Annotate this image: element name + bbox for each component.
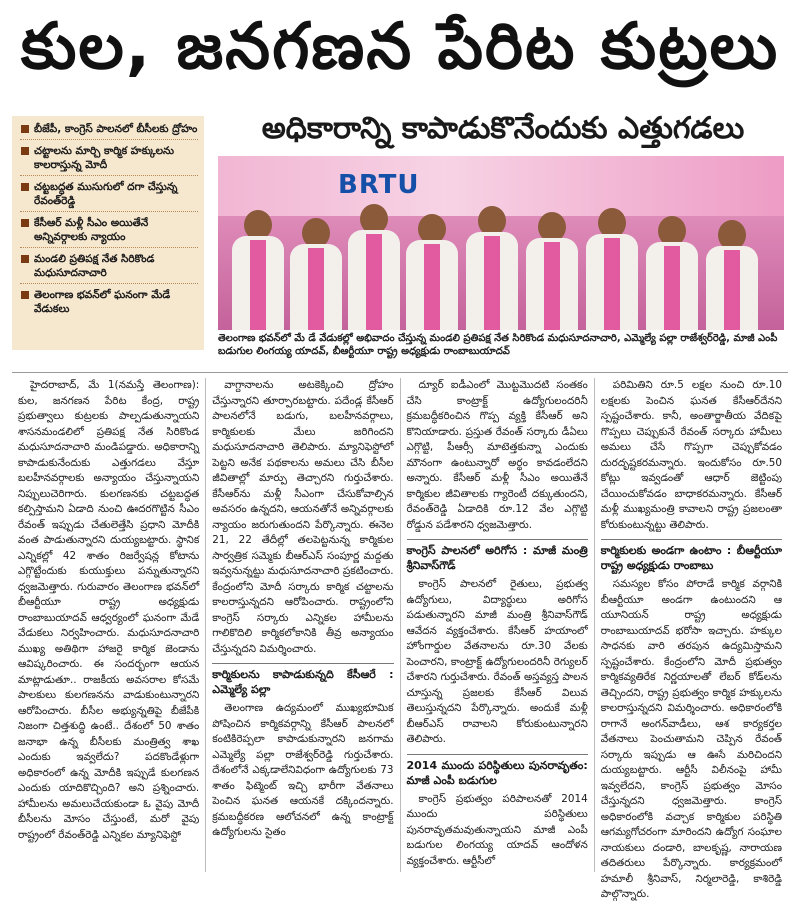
- article-column-4: [595, 378, 788, 900]
- article-body: [12, 378, 788, 900]
- sub-heading: కాంగ్రెస్ పాలనలో అరిగోస : మాజీ మంత్రి శ్రీనివాస్‌గౌడ్: [407, 539, 588, 573]
- person-figure: [526, 212, 578, 330]
- paragraph: వాగ్దానాలను అటకెక్కించి ద్రోహం చేస్తున్నారని తూర్పారబట్టారు. పదేండ్ల కేసీఆర్ పాలనలోనే బడుగు, బలహీనవర్గాలు, కార్మికులకు మేలు జరిగిందని మధుసూదనాచారి తెలిపారు. మ్యానిఫెస్టోలో పెట్టని అనేక పథకాలను అమలు చేసి బీసీల జీవితాల్లో మార్పు తెచ్చారని గుర్తుచేశారు. కేసీఆర్‌ను మళ్లీ సీఎంగా చేసుకోవాల్సిన అవసరం ఉన్నదని, ఆయనతోనే అన్నివర్గాలకు న్యాయం జరుగుతుందని పేర్కొన్నారు. ఈనెల 21, 22 తేదీల్లో తలపెట్టనున్న కార్మికుల సార్వత్రిక సమ్మెకు బీఆర్ఎస్ సంపూర్ణ మద్దతు ఇవ్వనున్నట్టు మధుసూదనాచారి ప్రకటించారు. కేంద్రంలోని మోదీ సర్కారు కార్మిక చట్టాలను కాలరాస్తున్నదని ఆరోపించారు. రాష్ట్రంలోని కాంగ్రెస్ సర్కారు ఎన్నికల హామీలను గాలికొదిలి కార్మికలోకానికి తీవ్ర అన్యాయం చేస్తున్నదని విమర్శించారు.: [212, 379, 394, 655]
- paragraph: కాంగ్రెస్ పాలనలో రైతులు, ప్రభుత్వ ఉద్యోగులు, విద్యార్థులు అరిగోస పడుతున్నారని మాజీ మంత్రి శ్రీనివాస్‌గౌడ్ ఆవేదన వ్యక్తంచేశారు. కేసీఆర్ హయాంలో హోంగార్డుల వేతనాలను రూ.30 వేలకు పెంచారని, కాంట్రాక్ట్ ఉద్యోగులందరినీ రెగ్యులర్ చేశారని గుర్తుచేశారు. రేవంత్ అస్తవ్యస్త పాలన చూస్తున్న ప్రజలకు కేసీఆర్ విలువ తెలుస్తున్నదని పేర్కొన్నారు. అందుకే మళ్లీ బీఆర్ఎస్ రావాలని కోరుకుంటున్నారని తెలిపారు.: [406, 578, 588, 745]
- person-figure: [406, 214, 458, 330]
- person-figure: [586, 208, 638, 330]
- sub-heading: 2014 ముందు పరిస్థితులు పునరావృతం: మాజీ ఎంపీ బడుగుల: [407, 754, 588, 788]
- article-column-2: [206, 378, 400, 872]
- paragraph: హైదరాబాద్, మే 1(నమస్తే తెలంగాణ): కుల, జనగణన పేరిట కేంద్ర, రాష్ట్ర ప్రభుత్వాలు కుట్రలకు పాల్పడుతున్నాయని శాసనమండలిలో ప్రతిపక్ష నేత సిరికొండ మధుసూదనాచారి మండిపడ్డారు. అధికారాన్ని కాపాడుకునేందుకు ఎత్తుగడలు వేస్తూ బలహీనవర్గాలకు అన్యాయం చేస్తున్నాయని నిప్పులుచెరిగారు. కులగణనకు చట్టబద్ధత కల్పిస్తామని ఏడాది నుంచి ఊదరగొట్టిన సీఎం రేవంత్ ఇప్పుడు చేతులెత్తేసి ప్రధాని మోదీకి వంత పాడుతున్నారని దుయ్యబట్టారు. స్థానిక ఎన్నికల్లో 42 శాతం రిజర్వేషన్ల కోటాను ఎగ్గొట్టేందుకు కుయుక్తులు పన్నుతున్నారని ధ్వజమెత్తారు. గురువారం తెలంగాణ భవన్‌లో బీఆర్టీయూ రాష్ట్ర అధ్యక్షుడు రాంబాబుయాదవ్ ఆధ్వర్యంలో ఘనంగా మేడే వేడుకలు నిర్వహించారు. మధుసూదనాచారి ముఖ్య అతిథిగా హాజరై కార్మిక జెండాను ఆవిష్కరించారు. ఈ సందర్భంగా ఆయన మాట్లాడుతూ.. రాజకీయ అవసరాల కోసమే పాలకులు కులగణనను వాడుకుంటున్నారని ఆరోపించారు. బీసీల అభ్యున్నతిపై బీజేపీకి నిజంగా చిత్తశుద్ధి ఉంటే.. దేశంలో 50 శాతం జనాభా ఉన్న బీసీలకు మంత్రిత్వ శాఖ ఎందుకు ఇవ్వలేదు? పదకొండేళ్లుగా అధికారంలో ఉన్న మోదీకి ఇప్పుడే కులగణన ఎందుకు యాదికొచ్చింది? అని ప్రశ్నించారు. హామీలను అమలుచేయకుండా ఓ వైపు మోదీ బీసీలను మోసం చేస్తుంటే, మరో వైపు రాష్ట్రంలో రేవంత్‌రెడ్డి ఎన్నికల మ్యానిఫెస్టో: [18, 379, 200, 841]
- highlights-list: [20, 122, 198, 319]
- highlights-box: [12, 116, 204, 350]
- person-figure: [348, 204, 400, 330]
- paragraph: కాంగ్రెస్ ప్రభుత్వం పరిపాలనతో 2014 ముందు పరిస్థితులు పునరావృతమవుతున్నాయని మాజీ ఎంపీ బడుగుల లింగయ్య యాదవ్ ఆందోళన వ్యక్తంచేశారు. ఆర్టీసీలో: [406, 792, 588, 867]
- sub-heading: కార్మికులకు అండగా ఉంటాం : బీఆర్టీయూ రాష్ట్ర అధ్యక్షుడు రాంబాబు: [601, 539, 782, 573]
- person-figure: [466, 206, 518, 330]
- person-figure: [232, 210, 284, 330]
- highlight-item: బీజేపీ, కాంగ్రెస్ పాలనలో బీసీలకు ద్రోహం: [20, 122, 198, 140]
- person-figure: [646, 216, 698, 330]
- paragraph: సమస్యల కోసం పోరాడే కార్మిక వర్గానికి బీఆర్టీయూ అండగా ఉంటుందని ఆ యూనియన్ రాష్ట్ర అధ్యక్షుడు రాంబాబుయాదవ్ భరోసా ఇచ్చారు. హక్కుల సాధనకు వారి తరపున ఉద్యమిస్తామని స్పష్టంచేశారు. కేంద్రంలోని మోదీ ప్రభుత్వం కార్మికవ్యతిరేక నిర్ణయాలతో లేబర్ కోడ్‌లను తెచ్చిందని, రాష్ట్ర ప్రభుత్వం కార్మిక హక్కులను కాలరాస్తున్నదని విమర్శించారు. అధికారంలోకి రాగానే అంగన్‌వాడీలు, ఆశ కార్యకర్తల వేతనాలు పెంచుతామని చెప్పిన రేవంత్ సర్కారు ఇప్పుడు ఆ ఊసే మరిచిందని దుయ్యబట్టారు. ఆర్టీసీ విలీనంపై హామీ ఇవ్వలేదని, కాంగ్రెస్ ప్రభుత్వం మోసం చేస్తున్నదని ధ్వజమెత్తారు. కాంగ్రెస్ అధికారంలోకి వచ్చాక కార్మికుల పరిస్థితి ఆగమ్యగోచరంగా మారిందని ఉద్యోగ సంఘాల నాయకులు దండారి, బాలకృష్ణ, నారాయణ తదితరులు పేర్కొన్నారు. కార్యక్రమంలో హమాలీ శ్రీనివాస్, నిర్మలారెడ్డి, కాశిరెడ్డి పాల్గొన్నారు.: [600, 578, 782, 900]
- highlight-item: మండలి ప్రతిపక్ష నేత సిరికొండ మధుసూదనాచారి: [20, 252, 198, 284]
- headline: కుల, జనగణన పేరిట కుట్రలు: [20, 9, 780, 84]
- person-figure: [290, 218, 342, 330]
- paragraph: ద్యూర్ ఐడీఎంలో మెుట్టమెుదటి సంతకం చేసి కాంట్రాక్ట్ ఉద్యోగులందరినీ క్రమబద్ధీకరించిన గొప్ప వ్యక్తి కేసీఆర్ అని కొనియాడారు. ప్రస్తుత రేవంత్ సర్కారు డీఏలు ఎగ్గొట్టి, పీఆర్సీ మాటెత్తకున్నా ఎందుకు మౌనంగా ఉంటున్నారో అర్థం కావడంలేదని అన్నారు. కేసీఆర్ మళ్లీ సీఎం అయితేనే కార్మికుల జీవితాలకు గ్యారెంటీ దక్కుతుందని, రేవంత్‌రెడ్డి ఏడాదికి రూ.12 వేల ఎగ్గొట్టి రోడ్డున పడేశారని ధ్వజమెత్తారు.: [406, 379, 588, 531]
- person-figure: [706, 220, 758, 330]
- banner-text: BRTU: [338, 170, 420, 200]
- section-divider: [12, 372, 788, 373]
- paragraph: తెలంగాణ ఉద్యమంలో ముఖ్యభూమిక పోషించిన కార్మికవర్గాన్ని కేసీఆర్ పాలనలో కంటికిరెప్పలా కాపాడుకున్నారని జనగామ ఎమ్మెల్యే పల్లా రాజేశ్వర్‌రెడ్డి గుర్తుచేశారు. దేశంలోనే ఎక్కడాలేనివిధంగా ఉద్యోగులకు 73 శాతం ఫిట్మెంట్ ఇచ్చి భారీగా వేతనాలు పెంచిన ఘనత ఆయనకే దక్కిందన్నారు. క్రమబద్ధీకరణ ఆలోచనలో ఉన్న కాంట్రాక్ట్ ఉద్యోగులను సైతం: [212, 702, 394, 838]
- highlight-item: చట్టాలను మార్చి కార్మిక హక్కులను కాలరాస్తున్న మోదీ: [20, 144, 198, 176]
- paragraph: పరిమితిని రూ.5 లక్షల నుంచి రూ.10 లక్షలకు పెంచిన ఘనత కేసీఆర్‌దేనని స్పష్టంచేశారు. కానీ, అంతార్జాతీయ వేదికపై గొప్పలు చెప్పుకునే రేవంత్ సర్కారు హామీలు అమలు చేసే గొప్పగా చెప్పుకోవడం దురదృష్టకరమన్నారు. ఇందుకోసం రూ.50 కోట్లు ఇవ్వడంతో ఆధార్ జెట్టింపు చేయించుకోవడం బాధాకరమన్నారు. కేసీఆర్ మళ్లీ ముఖ్యమంత్రి కావాలని రాష్ట్ర ప్రజలంతా కోరుకుంటున్నట్టు తెలిపారు.: [600, 379, 782, 531]
- subheadline: అధికారాన్ని కాపాడుకొనేందుకు ఎత్తుగడలు: [261, 111, 745, 146]
- sub-heading: కార్మికులను కాపాడుకున్నది కేసీఆరే : ఎమ్మెల్యే పల్లా: [212, 663, 393, 697]
- article-column-1: [12, 378, 206, 872]
- photo-caption: తెలంగాణ భవన్‌లో మే డే వేడుకల్లో అభివాదం చేస్తున్న మండలి ప్రతిపక్ష నేత సిరికొండ మధుసూదనాచారి, ఎమ్మెల్యే పల్లా రాజేశ్వర్‌రెడ్డి, మాజీ ఎంపీ బడుగుల లింగయ్య యాదవ్, బీఆర్టీయూ రాష్ట్ర అధ్యక్షుడు రాంబాబుయాదవ్: [218, 333, 778, 357]
- highlight-item: కేసీఆర్ మళ్లీ సీఎం అయితేనే అన్నివర్గాలకు న్యాయం: [20, 216, 198, 248]
- article-column-3: [401, 378, 595, 872]
- news-photo: [218, 156, 784, 330]
- highlight-item: తెలంగాణ భవన్‌లో ఘనంగా మేడే వేడుకలు: [20, 288, 198, 319]
- highlight-item: చట్టబద్ధత ముసుగులో దగా చేస్తున్న రేవంత్‌రెడ్డి: [20, 180, 198, 212]
